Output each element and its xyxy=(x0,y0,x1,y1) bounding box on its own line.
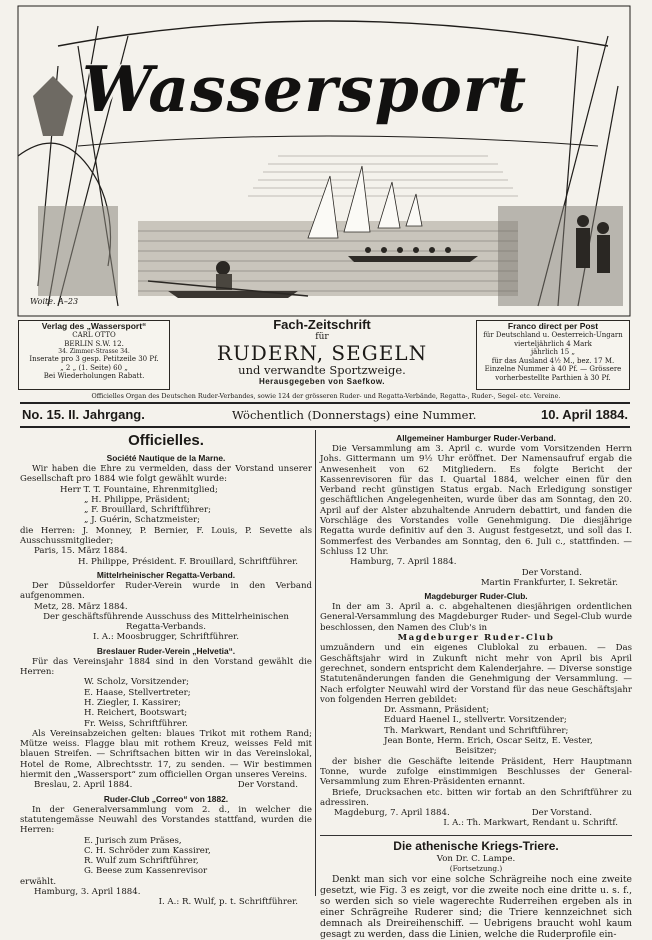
notice-paragraph: In der Generalversammlung vom 2. d., in welcher die statutengemässe Neuwahl des Vorstandes stattfand, wurden die Herren: xyxy=(20,804,312,836)
issue-frequency: Wöchentlich (Donnerstags) eine Nummer. xyxy=(232,408,477,422)
notice-date: Hamburg, 3. April 1884. xyxy=(34,886,141,897)
notice-date: Paris, 15. März 1884. xyxy=(34,546,128,557)
single-issue-price: Einzelne Nummer à 40 Pf. — Grössere xyxy=(484,365,622,374)
notice-date: Magdeburg, 7. April 1884. xyxy=(334,808,450,819)
member-line: „ H. Philippe, Präsident; xyxy=(84,494,190,505)
article-continuation: (Fortsetzung.) xyxy=(449,863,503,873)
subtitle-fuer: für xyxy=(315,332,329,342)
notice-signature: Der Vorstand. xyxy=(237,780,298,791)
header-center xyxy=(168,318,476,387)
member-line: E. Haase, Stellvertreter; xyxy=(84,687,191,698)
member-line: „ J. Guérin, Schatzmeister; xyxy=(84,515,201,526)
subscription-abroad: für das Ausland 4½ M., bez. 17 M. xyxy=(491,356,615,365)
member-line: C. H. Schröder zum Kassirer, xyxy=(84,845,211,856)
subscription-region: für Deutschland u. Oesterreich-Ungarn xyxy=(483,331,623,339)
notice-signature: I. A.: R. Wulf, p. t. Schriftführer. xyxy=(158,897,298,908)
article-paragraph: Denkt man sich vor eine solche Schrägreihe noch eine zweite gesetzt, wie Fig. 3 es zeigt, vor die zweite noch eine dritte u. s. f., so werden sich so viele wagerechte Ruderreihen ergeben als in einer Schrägreihe Ruderer sind; die Triere kennzeichnet sich demnach als Dreireihenschiff. — Uebrigens braucht wohl kaum gesagt zu werden, dass die Linien, welche die Ruderprofile ein- xyxy=(320,874,632,940)
publisher-line: Verlag des „Wassersport“ xyxy=(41,321,147,331)
notice-title: Mittelrheinischer Regatta-Verband. xyxy=(96,569,236,580)
notice-signature: I. A.: Th. Markwart, Rendant u. Schriftf. xyxy=(443,818,618,829)
notice-title: Breslauer Ruder-Verein „Helvetia“. xyxy=(96,645,236,656)
notice-title: Allgemeiner Hamburger Ruder-Verband. xyxy=(396,433,556,443)
column-divider xyxy=(315,430,316,896)
member-line: Fr. Weiss, Schriftführer. xyxy=(84,718,188,729)
editor-line: Herausgegeben von Saefkow. xyxy=(258,377,386,386)
notice-paragraph: Wir haben die Ehre zu vermelden, dass der Vorstand unserer Gesellschaft pro 1884 wie folgt gewählt wurde: xyxy=(20,464,312,485)
member-line: H. Ziegler, I. Kassirer; xyxy=(84,697,181,708)
subscription-quarterly: vierteljährlich 4 Mark xyxy=(514,339,592,348)
notice-signature: I. A.: Moosbrugger, Schriftführer. xyxy=(93,632,239,643)
article-author: Von Dr. C. Lampe. xyxy=(436,853,516,864)
member-line: R. Wulf zum Schriftführer, xyxy=(84,856,199,867)
subscription-title: Franco direct per Post xyxy=(507,321,599,331)
bulk-price: vorherbestellte Parthien à 30 Pf. xyxy=(495,373,611,382)
notice-signature: Regatta-Verbands. xyxy=(126,622,206,633)
subscription-yearly: jährlich 15 „ xyxy=(530,348,576,357)
right-column xyxy=(320,430,632,940)
notice-signature: Martin Frankfurter, I. Sekretär. xyxy=(480,577,618,588)
ad-discount: Bei Wiederholungen Rabatt. xyxy=(43,372,145,381)
subtitle-fachzeitschrift: Fach-Zeitschrift xyxy=(273,317,371,332)
notice-paragraph: In der am 3. April a. c. abgehaltenen diesjährigen ordentlichen General-Versammlung des Magdeburger Ruder- und Segel-Club wurde beschlossen, den Namen des Club's in xyxy=(320,602,632,633)
member-line: E. Jurisch zum Präses, xyxy=(84,835,182,846)
subscription-box xyxy=(476,320,630,390)
article-title: Die athenische Kriegs-Triere. xyxy=(320,835,632,854)
notice-paragraph: der bisher die Geschäfte leitende Präsident, Herr Hauptmann Tonne, wurde zufolge einstimmigen Beschlusses der General-Versammlung zum Ehren-Präsidenten ernannt. xyxy=(320,756,632,788)
member-line: „ F. Brouillard, Schriftführer; xyxy=(84,505,212,516)
header-info-bar xyxy=(18,318,630,390)
notice-paragraph: umzuändern und ein eigenes Clublokal zu erbauen. — Das Geschäftsjahr wird in Zukunft nicht mehr von April bis April gerechnet, sondern entspricht dem Kalenderjahre. — Diverse sonstige Statutenänderungen fanden die Genehmigung der Versammlung. — Nach erfolgter Neuwahl wird der Vorstand für das neue Geschäftsjahr von folgenden Herren gebildet: xyxy=(320,643,632,705)
official-organ-line: Officielles Organ des Deutschen Ruder-Verbandes, sowie 124 der grösseren Ruder- und Regatta-Verbände, Regatta-, Ruder-, Segel- etc. Vereine. xyxy=(91,392,561,400)
ad-rate-1: Inserate pro 3 gesp. Petitzeile 30 Pf. xyxy=(29,355,159,364)
notice-date: Hamburg, 7. April 1884. xyxy=(350,557,457,568)
notice-signature: H. Philippe, Président. F. Brouillard, Schriftführer. xyxy=(78,556,298,567)
issue-number: No. 15. II. Jahrgang. xyxy=(22,407,145,422)
notice-signature: Der geschäftsführende Ausschuss des Mittelrheinischen xyxy=(43,611,289,622)
notice-paragraph: die Herren: J. Monney, P. Bernier, F. Louis, P. Sevette als Ausschussmitglieder; xyxy=(20,525,312,547)
engraver-signature: Woite. A–23 xyxy=(30,297,79,306)
club-name: Magdeburger Ruder-Club xyxy=(397,633,555,644)
member-line: Herr T. T. Fountaine, Ehrenmitglied; xyxy=(60,484,218,495)
notice-paragraph: Für das Vereinsjahr 1884 sind in den Vorstand gewählt die Herren: xyxy=(20,656,312,678)
notice-title: Magdeburger Ruder-Club. xyxy=(424,591,528,602)
member-line: Jean Bonte, Herm. Erich, Oscar Seitz, E. Vester, xyxy=(384,736,593,747)
masthead-title: Wassersport xyxy=(82,52,528,126)
publisher-street: 34. Zimmer-Strasse 34. xyxy=(58,348,130,356)
ad-rate-2: „ 2 „ (1. Seite) 60 „ xyxy=(60,363,128,372)
section-heading-officielles: Officielles. xyxy=(128,432,204,449)
notice-paragraph: Die Versammlung am 3. April c. wurde vom Vorsitzenden Herrn Johs. Gittermann um 9½ Uhr eröffnet. Der Namensaufruf ergab die Anwesenheit von 62 Mitgliedern. Es folgte Bericht der Kassenrevisoren für das I. Quartal 1884, welcher einen für den Verband recht günstigen Status ergab. Nach Erledigung sonstiger geschäftlichen Angelegenheiten, wurde über das am Sonntag, den 20. April auf der Alster abzuhaltende Anrudern debattirt, und fanden die Vorschläge des Vorstandes volle Genehmigung. Die diesjährige Regatta wurde definitiv auf den 3. August festgesetzt, und soll das I. Sommerfest des Verbandes am Sonntag, den 6. Juli c., stattfinden. — Schluss 12 Uhr. xyxy=(320,444,632,557)
notice-date: Metz, 28. März 1884. xyxy=(34,601,128,612)
publisher-box xyxy=(18,320,170,390)
notice-paragraph: erwählt. xyxy=(20,876,57,887)
left-column xyxy=(20,430,312,908)
subtitle-sportzweige: und verwandte Sportzweige. xyxy=(238,363,406,377)
issue-bar xyxy=(20,402,630,428)
issue-date: 10. April 1884. xyxy=(541,407,628,422)
notice-date: Breslau, 2. April 1884. xyxy=(34,780,133,791)
member-line: H. Reichert, Bootswart; xyxy=(84,708,188,719)
member-line: Th. Markwart, Rendant und Schriftführer; xyxy=(384,725,569,736)
member-line: Beisitzer; xyxy=(455,746,497,757)
member-line: Dr. Assmann, Präsident; xyxy=(384,705,489,716)
publisher-city: BERLIN S.W. 12. xyxy=(64,339,124,348)
notice-title: Société Nautique de la Marne. xyxy=(106,453,226,463)
notice-paragraph: Als Vereinsabzeichen gelten: blaues Trikot mit rothem Rand; Mütze weiss. Flagge blau mit rothem Kreuz, weisses Feld mit blauen Streifen. — Schriftsachen bitten wir in das Vereinslokal, Hotel de Rome, Albrechtsstr. 17, zu senden. — Wir bestimmen hiermit den „Wassersport“ zum officiellen Organ unseres Vereins. xyxy=(20,728,312,781)
notice-title: Ruder-Club „Correo“ von 1882. xyxy=(103,793,229,804)
subtitle-rudern-segeln: RUDERN, SEGELN xyxy=(216,341,428,365)
notice-paragraph: Der Düsseldorfer Ruder-Verein wurde in den Verband aufgenommen. xyxy=(20,580,312,602)
publisher-name: CARL OTTO xyxy=(72,331,116,339)
member-line: G. Beese zum Kassenrevisor xyxy=(84,866,208,877)
member-line: Eduard Haenel I., stellvertr. Vorsitzender; xyxy=(384,715,567,726)
notice-signature: Der Vorstand. xyxy=(531,808,592,819)
notice-paragraph: Briefe, Drucksachen etc. bitten wir fortab an den Schriftführer zu adressiren. xyxy=(320,787,632,808)
notice-signature: Der Vorstand. xyxy=(521,567,582,578)
member-line: W. Scholz, Vorsitzender; xyxy=(84,677,189,688)
